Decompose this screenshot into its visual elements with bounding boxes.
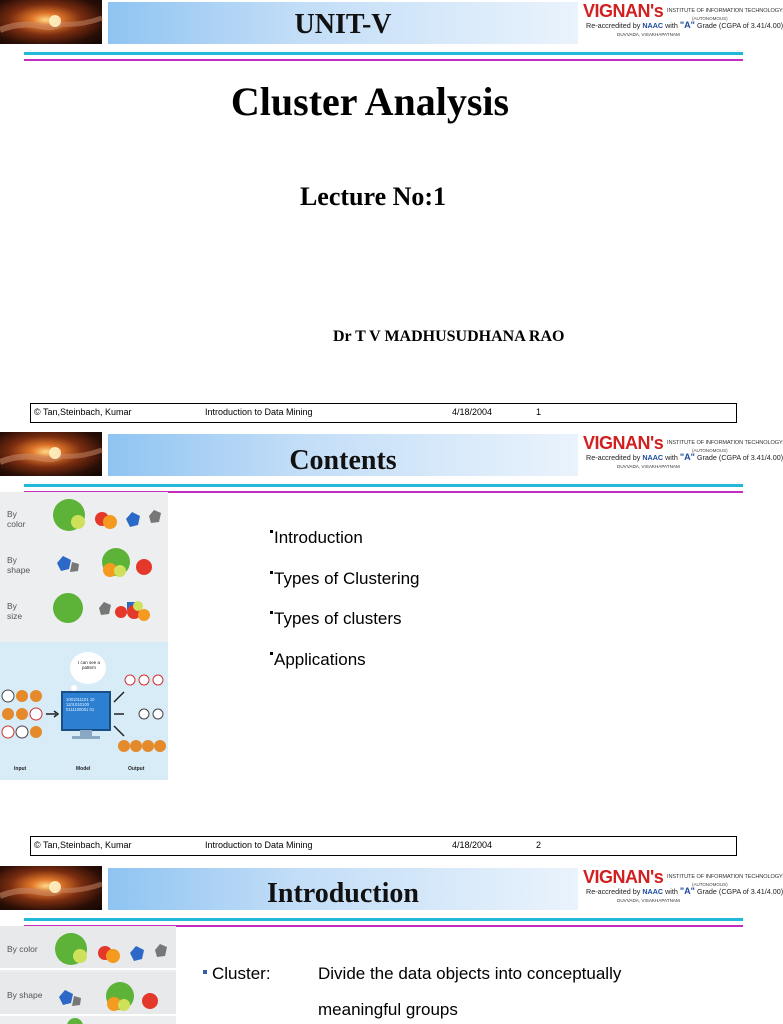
footer-course: Introduction to Data Mining <box>205 407 313 417</box>
logo-institute: INSTITUTE OF INFORMATION TECHNOLOGY <box>667 874 783 880</box>
hands-light-image <box>0 866 102 910</box>
logo-name: VIGNAN's <box>583 433 664 453</box>
logo-name: VIGNAN's <box>583 1 664 21</box>
intro-bullet-text-line-1: Divide the data objects into conceptually <box>318 964 622 983</box>
header-rule-cyan <box>24 918 743 921</box>
footer-date: 4/18/2004 <box>452 840 493 850</box>
slide-2 <box>0 432 783 864</box>
clustering-illustration <box>0 926 176 1024</box>
model-code-text: 1001011101 10 1101010100 0111100001 01 <box>66 697 95 712</box>
footer-copyright: © Tan,Steinbach, Kumar <box>34 840 132 850</box>
footer-course: Introduction to Data Mining <box>205 840 313 850</box>
footer-page-number: 2 <box>536 840 542 850</box>
logo-autonomous: (AUTONOMOUS) <box>692 448 728 453</box>
caption-model: Model <box>76 766 91 772</box>
row-label: By size <box>7 601 23 621</box>
thought-bubble-text: I can see a pattern <box>78 660 101 670</box>
contents-list <box>270 528 420 690</box>
header-title: Contents <box>289 445 397 476</box>
slide-footer <box>30 836 737 856</box>
vignan-logo <box>580 866 783 910</box>
header-rule-cyan <box>24 52 743 55</box>
illustration-row <box>0 926 176 970</box>
logo-institute: INSTITUTE OF INFORMATION TECHNOLOGY <box>667 8 783 14</box>
bullet-marker <box>203 970 207 974</box>
author-name: Dr T V MADHUSUDHANA RAO <box>333 328 565 345</box>
slide-1 <box>0 0 783 430</box>
intro-bullet-text-line-2: meaningful groups <box>318 1000 458 1019</box>
logo-accreditation: Re-accredited by NAAC with "A" Grade (CGPA of 3.41/4.00) <box>586 886 783 896</box>
row-label: By shape <box>7 990 43 1000</box>
header-rule-cyan <box>24 484 743 487</box>
contents-item: Types of clusters <box>270 609 420 650</box>
pattern-recognition-panel <box>0 642 168 780</box>
logo-institute: INSTITUTE OF INFORMATION TECHNOLOGY <box>667 440 783 446</box>
footer-date: 4/18/2004 <box>452 407 493 417</box>
caption-output: Output <box>128 766 145 772</box>
clustering-illustration <box>0 492 168 780</box>
row-label: By color <box>7 509 26 529</box>
lecture-number: Lecture No:1 <box>299 182 447 211</box>
header-rule-magenta <box>24 59 743 61</box>
logo-accreditation: Re-accredited by NAAC with "A" Grade (CGPA of 3.41/4.00) <box>586 452 783 462</box>
contents-item: Types of Clustering <box>270 569 420 610</box>
vignan-logo <box>580 432 783 476</box>
logo-location: DUVVADA, VISAKHAPATNAM <box>617 898 680 903</box>
slide-3 <box>0 866 783 1024</box>
bullet-term: Cluster: <box>212 964 271 983</box>
illustration-row <box>0 972 176 1016</box>
footer-page-number: 1 <box>536 407 542 417</box>
logo-name: VIGNAN's <box>583 867 664 887</box>
row-label: By shape <box>7 555 31 575</box>
logo-accreditation: Re-accredited by NAAC with "A" Grade (CGPA of 3.41/4.00) <box>586 20 783 30</box>
row-label: By color <box>7 944 38 954</box>
caption-input: Input <box>14 766 27 772</box>
contents-item: Introduction <box>270 528 420 569</box>
slide-title: Cluster Analysis <box>230 79 510 124</box>
hands-light-image <box>0 0 102 44</box>
footer-copyright: © Tan,Steinbach, Kumar <box>34 407 132 417</box>
logo-location: DUVVADA, VISAKHAPATNAM <box>617 32 680 37</box>
logo-autonomous: (AUTONOMOUS) <box>692 16 728 21</box>
logo-location: DUVVADA, VISAKHAPATNAM <box>617 464 680 469</box>
slide-footer <box>30 403 737 423</box>
intro-bullet <box>203 964 271 984</box>
logo-autonomous: (AUTONOMOUS) <box>692 882 728 887</box>
header-title: UNIT-V <box>294 9 392 40</box>
header-title: Introduction <box>267 878 419 909</box>
vignan-logo <box>580 0 783 44</box>
hands-light-image <box>0 432 102 476</box>
contents-item: Applications <box>270 650 420 691</box>
